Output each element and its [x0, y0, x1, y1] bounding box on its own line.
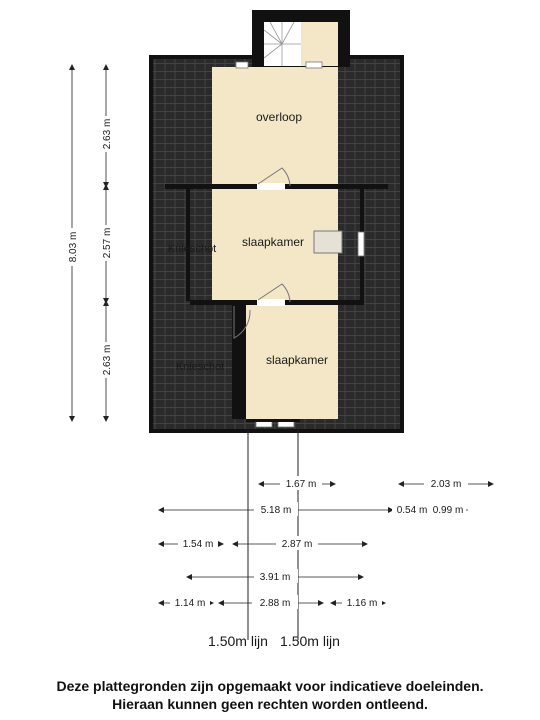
dim-width-154: 1.54 m: [182, 539, 214, 550]
room-label-bedroom-2: slaapkamer: [265, 353, 329, 367]
room-label-landing: overloop: [255, 110, 303, 124]
room-label-kneewall-2: Knieschot: [175, 361, 225, 373]
dim-width-167: 1.67 m: [285, 479, 317, 490]
lijn-label-right: 1.50m lijn: [280, 633, 340, 649]
disclaimer-line-1: Deze plattegronden zijn opgemaakt voor indicatieve doeleinden.: [56, 678, 484, 694]
dim-section-1: 2.63 m: [102, 118, 113, 150]
dim-width-391: 3.91 m: [259, 572, 291, 583]
dim-width-116: 1.16 m: [346, 598, 378, 609]
room-label-bedroom-1: slaapkamer: [241, 235, 305, 249]
dim-width-287: 2.87 m: [281, 539, 313, 550]
lijn-label-left: 1.50m lijn: [208, 633, 268, 649]
dim-width-054: 0.54 m: [396, 505, 428, 516]
window-1: [236, 62, 248, 68]
room-label-kneewall-1: Knieschot: [167, 243, 217, 255]
disclaimer-line-2: Hieraan kunnen geen rechten worden ontleend.: [112, 696, 428, 712]
dim-width-203: 2.03 m: [430, 479, 462, 490]
dim-section-3: 2.63 m: [102, 344, 113, 376]
radiator: [314, 231, 342, 253]
window-2: [306, 62, 322, 68]
dim-section-2: 2.57 m: [102, 227, 113, 259]
dim-total-height: 8.03 m: [68, 231, 79, 263]
dim-width-099: 0.99 m: [432, 505, 464, 516]
door-opening-1: [257, 183, 285, 190]
dim-width-518: 5.18 m: [260, 505, 292, 516]
door-opening-2: [257, 299, 285, 306]
stair-landing-floor: [301, 22, 338, 66]
landing-floor: [212, 67, 338, 185]
dim-width-288: 2.88 m: [259, 598, 291, 609]
dim-width-114: 1.14 m: [174, 598, 206, 609]
window-3: [358, 232, 364, 256]
